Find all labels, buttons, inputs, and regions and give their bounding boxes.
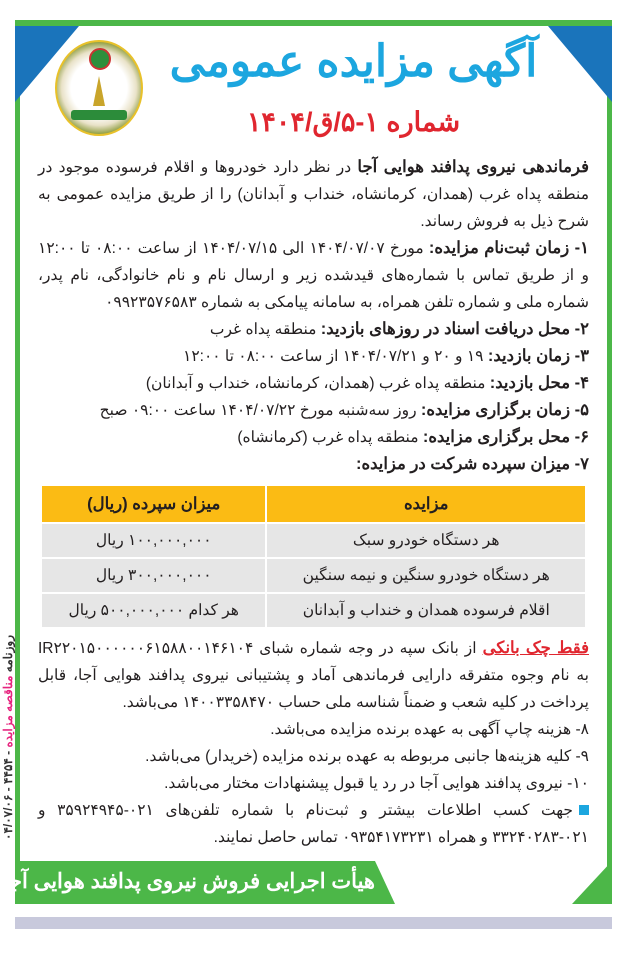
ad-number: شماره ۱-۵/ق/۱۴۰۴	[246, 107, 461, 137]
table-row	[42, 524, 585, 557]
ad-header	[20, 26, 607, 154]
contact-paragraph	[38, 797, 589, 851]
item-label: ۵- زمان برگزاری مزایده:	[420, 401, 589, 419]
emblem-ribbon	[71, 110, 127, 120]
item-label: ۶- محل برگزاری مزایده:	[422, 428, 589, 446]
item	[38, 451, 589, 478]
newspaper-name: روزنامه	[1, 634, 15, 673]
table-cell: اقلام فرسوده همدان و خنداب و آبدانان	[267, 594, 585, 627]
ad-title: آگهی مزایده عمومی	[169, 37, 538, 86]
table-header: میزان سپرده (ریال)	[42, 486, 265, 522]
item-label: ۱- زمان ثبت‌نام مزایده:	[428, 239, 590, 257]
item-text: منطقه پداه غرب (کرمانشاه)	[237, 429, 423, 446]
note: ۹- کلیه هزینه‌ها جانبی مربوطه به عهده برنده مزایده (خریدار) می‌باشد.	[145, 748, 589, 765]
note: ۸- هزینه چاپ آگهی به عهده برنده مزایده می‌باشد.	[270, 721, 589, 738]
table-row	[42, 594, 585, 627]
table-cell: هر کدام ۵۰۰,۰۰۰,۰۰۰ ریال	[42, 594, 265, 627]
table-header-row	[42, 486, 585, 522]
table-cell: هر دستگاه خودرو سبک	[267, 524, 585, 557]
footer-banner	[2, 861, 612, 904]
footer-banner-notch	[375, 861, 612, 904]
item-label: ۲- محل دریافت اسناد در روزهای بازدید:	[320, 320, 589, 338]
item-text: ۱۹ و ۲۰ و ۱۴۰۴/۰۷/۲۱ از ساعت ۰۸:۰۰ تا ۱۲:۰۰	[183, 348, 488, 365]
footer-signature: هیأت اجرایی فروش نیروی پدافند هوایی آجا	[2, 870, 375, 893]
deposit-table	[40, 484, 587, 629]
item-label: ۳- زمان بازدید:	[487, 347, 589, 365]
ad-body-continued	[20, 635, 607, 861]
table-cell: هر دستگاه خودرو سنگین و نیمه سنگین	[267, 559, 585, 592]
item	[38, 397, 589, 424]
newspaper-imprint	[1, 635, 15, 840]
item-text: مورخ ۱۴۰۴/۰۷/۰۷ الی ۱۴۰۴/۰۷/۱۵ از ساعت ۰۸:۰۰ تا ۱۲:۰۰ و از طریق تماس با شماره‌های قیدشده زیر و ارسال نام و نام خانوادگی، نام پدر، شماره ملی و شماره تلفن همراه، به سامانه پیامکی به شماره ۰۹۹۲۳۵۷۶۵۸۳	[38, 240, 589, 311]
table-header: مزایده	[267, 486, 585, 522]
table-cell: ۳۰۰,۰۰۰,۰۰۰ ریال	[42, 559, 265, 592]
payment-paragraph	[38, 635, 589, 716]
item	[38, 235, 589, 316]
intro-text: در نظر دارد خودروها و اقلام فرسوده موجود در منطقه پداه غرب (همدان، کرمانشاه، خنداب و آبدانان) را از طریق مزایده عمومی به شرح ذیل به فروش رساند.	[38, 159, 589, 230]
item-text: منطقه پداه غرب (همدان، کرمانشاه، خنداب و آبدانان)	[145, 375, 490, 392]
intro-paragraph	[38, 154, 589, 235]
item	[38, 370, 589, 397]
bullet-square-icon	[579, 805, 589, 815]
payment-text: از بانک سپه در وجه شماره شبای IR۲۲۰۱۵۰۰۰۰۰۰۶۱۵۸۸۰۰۱۴۶۱۰۴ به نام وجوه متفرقه دارایی فرماندهی آماد و پشتیبانی نیروی پدافند هوایی آجا، قابل پرداخت در کلیه شعب و ضمناً شناسه ملی حساب ۱۴۰۰۳۳۵۸۴۷۰ می‌باشد.	[38, 640, 589, 711]
item-text: روز سه‌شنبه مورخ ۱۴۰۴/۰۷/۲۲ ساعت ۰۹:۰۰ صبح	[99, 402, 421, 419]
note: ۱۰- نیروی پدافند هوایی آجا در رد یا قبول پیشنهادات مختار می‌باشد.	[164, 775, 589, 792]
table-cell: ۱۰۰,۰۰۰,۰۰۰ ریال	[42, 524, 265, 557]
emblem-star-icon	[89, 48, 111, 70]
intro-bold: فرماندهی نیروی پدافند هوایی آجا	[357, 158, 589, 176]
item-label: ۴- محل بازدید:	[489, 374, 589, 392]
issue-info: - ۴۴۵۴ - ۰۴/۰۷/۰۶	[1, 750, 15, 840]
footer-banner-edge	[607, 861, 612, 904]
item-label: ۷- میزان سپرده شرکت در مزایده:	[355, 455, 589, 473]
item	[38, 316, 589, 343]
air-defense-emblem-logo	[55, 40, 143, 136]
table-row	[42, 559, 585, 592]
ad-body	[20, 154, 607, 478]
newspaper-brand: مناقصه مزایده	[1, 675, 15, 748]
bottom-divider	[15, 917, 612, 929]
emblem-jet-icon	[93, 76, 105, 106]
contact-text: جهت کسب اطلاعات بیشتر و ثبت‌نام با شماره تلفن‌های ۰۲۱-۳۵۹۲۴۹۴۵ و ۰۲۱-۳۳۲۴۰۲۸۳ و همراه ۰۹۳۵۴۱۷۳۲۳۱ تماس حاصل نمایند.	[38, 802, 589, 846]
item	[38, 343, 589, 370]
item	[38, 424, 589, 451]
item-text: منطقه پداه غرب	[209, 321, 321, 338]
payment-highlight: فقط چک بانکی	[482, 639, 589, 657]
